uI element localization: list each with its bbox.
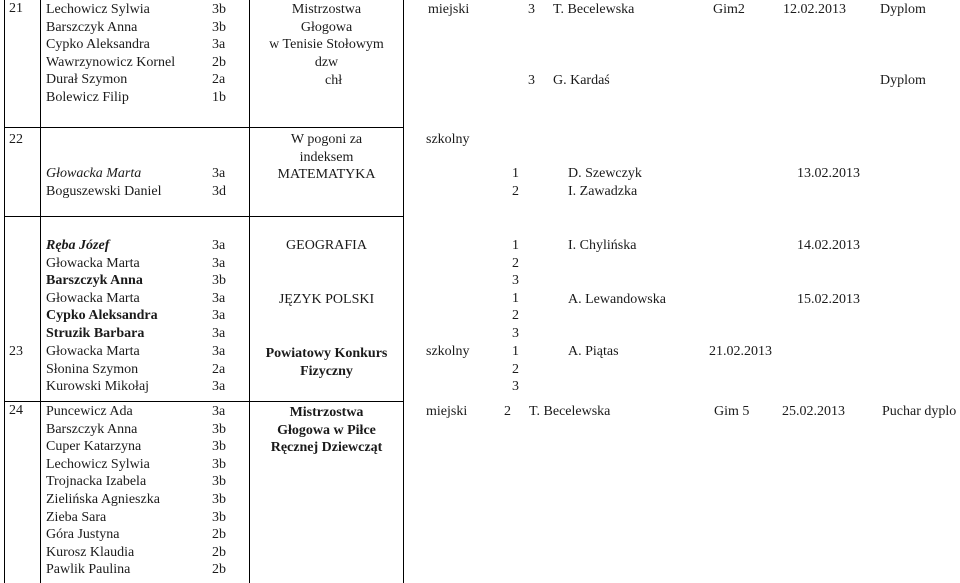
date: 14.02.2013 xyxy=(797,238,860,253)
level: miejski xyxy=(426,404,468,419)
level: szkolny xyxy=(426,132,470,147)
student-name: Słonina Szymon xyxy=(46,361,139,377)
category: chł xyxy=(325,73,343,88)
student-name: Lechowicz Sylwia xyxy=(46,456,150,472)
student-class: 2a xyxy=(212,361,226,377)
subject: JĘZYK POLSKI xyxy=(278,292,375,307)
student-list xyxy=(46,237,158,343)
class-list xyxy=(212,165,226,200)
date: 12.02.2013 xyxy=(783,2,846,17)
student-name: Głowacka Marta xyxy=(46,344,140,359)
student-name: Cuper Katarzyna xyxy=(46,439,142,455)
place: 1 xyxy=(512,290,519,306)
date: 15.02.2013 xyxy=(797,292,860,307)
date: 21.02.2013 xyxy=(709,344,772,359)
award: Dyplom xyxy=(880,2,926,17)
place: 3 xyxy=(512,273,519,289)
student-name: Góra Justyna xyxy=(46,527,120,543)
student-class: 3b xyxy=(212,2,226,17)
student-name: Zieba Sara xyxy=(46,509,107,525)
student-name: Durał Szymon xyxy=(46,72,128,88)
student-list xyxy=(46,165,161,200)
student-name: Trojnacka Izabela xyxy=(46,474,147,490)
student-class: 3b xyxy=(212,19,226,35)
teacher: T. Becelewska xyxy=(529,404,611,419)
student-list xyxy=(46,1,175,107)
place: 2 xyxy=(512,361,519,377)
student-class: 3b xyxy=(212,439,226,455)
place: 2 xyxy=(512,308,519,324)
class-list xyxy=(212,343,225,396)
competition-name: Mistrzostwa Głogowa w Piłce Ręcznej Dziewcząt xyxy=(270,405,383,456)
student-name: Głowacka Marta xyxy=(46,166,142,181)
level: miejski xyxy=(428,2,470,17)
teacher: T. Becelewska xyxy=(553,2,635,17)
competition-col-border xyxy=(403,0,404,583)
place-list xyxy=(512,343,519,396)
student-name: Cypko Aleksandra xyxy=(46,37,150,53)
place: 3 xyxy=(512,379,519,395)
place: 2 xyxy=(504,404,511,419)
student-class: 3b xyxy=(212,474,226,490)
competition-name: Mistrzostwa Głogowa w Tenisie Stołowym dzw xyxy=(269,2,384,70)
place: 1 xyxy=(512,238,519,253)
student-name: Puncewicz Ada xyxy=(46,404,133,419)
row-number: 24 xyxy=(9,403,23,418)
teacher: A. Lewandowska xyxy=(568,292,666,307)
award: Dyplom xyxy=(880,73,926,88)
student-name: Ręba Józef xyxy=(46,238,110,253)
student-class: 3b xyxy=(212,509,226,525)
student-class: 3a xyxy=(212,379,226,395)
student-name: Pawlik Paulina xyxy=(46,562,131,578)
student-name: Barszczyk Anna xyxy=(46,421,138,437)
subject: GEOGRAFIA xyxy=(286,238,367,253)
student-name: Struzik Barbara xyxy=(46,325,145,341)
student-name: Boguszewski Daniel xyxy=(46,183,162,199)
student-class: 3b xyxy=(212,273,226,289)
row-divider-2 xyxy=(4,216,404,217)
teacher: A. Piątas xyxy=(568,344,619,359)
row-divider-3 xyxy=(4,401,404,402)
teacher: G. Kardaś xyxy=(553,73,610,88)
competition-name: W pogoni za indeksem MATEMATYKA xyxy=(277,132,376,183)
teacher: I. Chylińska xyxy=(568,238,637,253)
left-border xyxy=(4,0,5,583)
teacher-list xyxy=(568,165,642,200)
student-class: 2b xyxy=(212,527,226,543)
place: 2 xyxy=(512,183,519,199)
class-list xyxy=(212,237,226,343)
row-number: 21 xyxy=(9,1,23,16)
student-name: Głowacka Marta xyxy=(46,255,140,271)
student-class: 2a xyxy=(212,72,226,88)
teacher: D. Szewczyk xyxy=(568,166,642,181)
teacher: I. Zawadzka xyxy=(568,183,638,199)
student-class: 3a xyxy=(212,325,226,341)
competition-name: Powiatowy Konkurs Fizyczny xyxy=(265,346,388,379)
row-number: 23 xyxy=(9,344,23,359)
student-name: Barszczyk Anna xyxy=(46,19,138,35)
date: 25.02.2013 xyxy=(782,404,845,419)
student-name: Wawrzynowicz Kornel xyxy=(46,54,176,70)
class-list xyxy=(212,403,226,579)
place: 1 xyxy=(512,166,519,181)
student-class: 3a xyxy=(212,255,226,271)
school: Gim2 xyxy=(713,2,745,17)
student-name: Bolewicz Filip xyxy=(46,89,129,105)
student-class: 2b xyxy=(212,54,226,70)
level: szkolny xyxy=(426,344,470,359)
student-class: 3a xyxy=(212,238,226,253)
student-class: 3a xyxy=(212,37,226,53)
date: 13.02.2013 xyxy=(797,166,860,181)
student-name: Zielińska Agnieszka xyxy=(46,491,160,507)
student-class: 3a xyxy=(212,344,226,359)
student-class: 1b xyxy=(212,89,226,105)
place: 3 xyxy=(528,2,535,17)
place-list xyxy=(512,165,519,200)
student-class: 3b xyxy=(212,491,226,507)
number-col-border xyxy=(40,0,41,583)
student-class: 3a xyxy=(212,308,226,324)
student-class: 3a xyxy=(212,166,226,181)
school: Gim 5 xyxy=(714,404,750,419)
student-name: Barszczyk Anna xyxy=(46,273,143,289)
row-number: 22 xyxy=(9,132,23,147)
row-divider-1 xyxy=(4,127,404,128)
student-class: 2b xyxy=(212,562,226,578)
student-name: Lechowicz Sylwia xyxy=(46,2,150,17)
student-name: Głowacka Marta xyxy=(46,290,140,306)
student-class: 3b xyxy=(212,456,226,472)
class-list xyxy=(212,1,226,107)
student-class: 3b xyxy=(212,421,226,437)
place: 3 xyxy=(512,325,519,341)
place: 1 xyxy=(512,344,519,359)
student-list xyxy=(46,343,149,396)
student-name: Kurowski Mikołaj xyxy=(46,379,150,395)
place: 3 xyxy=(528,73,535,88)
student-class: 2b xyxy=(212,544,226,560)
student-class: 3a xyxy=(212,404,226,419)
student-name: Kurosz Klaudia xyxy=(46,544,135,560)
student-name: Cypko Aleksandra xyxy=(46,308,158,324)
student-list xyxy=(46,403,160,579)
place: 2 xyxy=(512,255,519,271)
student-class: 3a xyxy=(212,290,226,306)
place-list xyxy=(512,237,519,343)
student-class: 3d xyxy=(212,183,226,199)
award: Puchar dyplo xyxy=(882,404,957,419)
